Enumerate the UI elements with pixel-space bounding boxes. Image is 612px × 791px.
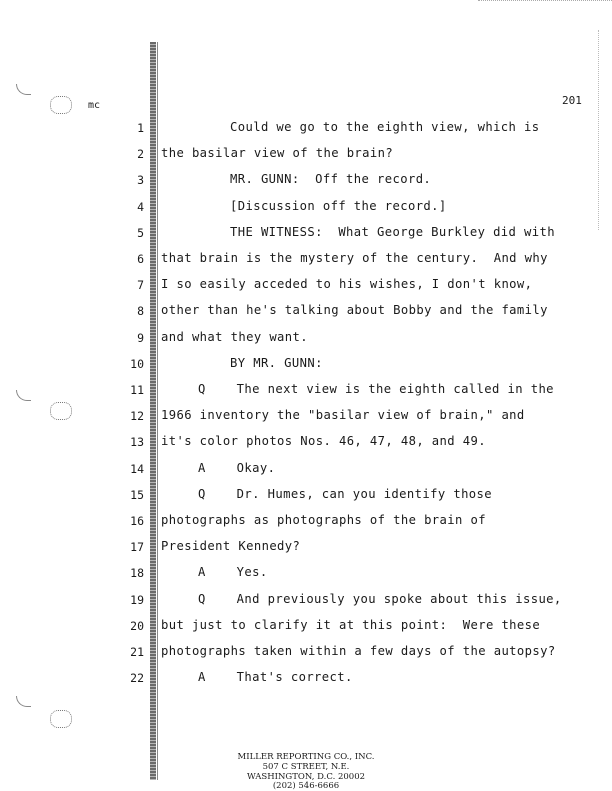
line-number: 1 [137, 121, 144, 135]
transcript-line: A Okay. [198, 460, 276, 475]
transcript-line: BY MR. GUNN: [230, 355, 323, 370]
transcript-line: Q The next view is the eighth called in the [198, 382, 554, 396]
line-number: 5 [137, 225, 144, 240]
line-number: 20 [130, 618, 144, 633]
line-number: 10 [130, 356, 144, 371]
transcript-line: 1966 inventory the "basilar view of brain," and [161, 408, 525, 423]
transcript-line: it's color photos Nos. 46, 47, 48, and 49. [161, 434, 486, 449]
line-number: 17 [130, 540, 144, 555]
line-number: 9 [137, 330, 144, 345]
transcript-line: photographs as photographs of the brain of [161, 513, 486, 527]
transcript-line: Q Dr. Humes, can you identify those [198, 486, 493, 501]
reporter-initials: mc [88, 100, 101, 111]
line-number: 11 [130, 383, 144, 397]
transcript-line: President Kennedy? [161, 539, 301, 554]
right-edge-marks [598, 30, 603, 230]
footer-street: 507 C STREET, N.E. [262, 762, 350, 772]
line-number: 4 [137, 199, 144, 214]
line-number: 2 [137, 147, 144, 162]
transcript-line: and what they want. [161, 329, 309, 344]
corner-stamp-mark [50, 96, 72, 114]
binder-hole-mark [16, 390, 31, 401]
transcript-line: the basilar view of the brain? [161, 146, 394, 161]
transcript-line: I so easily acceded to his wishes, I don't know, [161, 277, 533, 292]
line-number: 15 [130, 487, 144, 502]
footer-company: MILLER REPORTING CO., INC. [237, 752, 375, 762]
page-number: 201 [562, 94, 582, 107]
line-number: 16 [130, 514, 144, 528]
line-number: 8 [137, 304, 144, 319]
corner-stamp-mark [50, 710, 72, 728]
line-number: 7 [137, 278, 144, 293]
transcript-line: but just to clarify it at this point: Were these [161, 617, 541, 632]
transcript-line: that brain is the mystery of the century. And why [161, 251, 548, 265]
line-number: 21 [130, 645, 144, 659]
binder-hole-mark [16, 84, 31, 95]
transcript-line: photographs taken within a few days of the autopsy? [161, 644, 556, 658]
line-number: 13 [130, 435, 144, 450]
transcript-line: Could we go to the eighth view, which is [230, 120, 540, 134]
transcript-line: MR. GUNN: Off the record. [230, 172, 432, 187]
line-number: 12 [130, 409, 144, 424]
top-edge-marks [478, 0, 612, 3]
transcript-line: A That's correct. [198, 670, 353, 685]
line-number: 19 [130, 592, 144, 607]
transcript-line: Q And previously you spoke about this issue, [198, 591, 562, 606]
margin-rule [150, 42, 156, 780]
transcript-line: THE WITNESS: What George Burkley did with [230, 224, 555, 239]
corner-stamp-mark [50, 402, 72, 420]
line-number: 14 [130, 461, 144, 476]
footer-phone: (202) 546-6666 [272, 781, 340, 791]
line-number: 6 [137, 252, 144, 266]
footer-city: WASHINGTON, D.C. 20002 [246, 772, 366, 782]
binder-hole-mark [16, 696, 31, 707]
line-number: 18 [130, 566, 144, 581]
transcript-line: other than he's talking about Bobby and the family [161, 303, 548, 318]
line-number: 22 [130, 671, 144, 686]
transcript-line: [Discussion off the record.] [230, 198, 447, 213]
transcript-line: A Yes. [198, 565, 268, 580]
line-number: 3 [137, 173, 144, 188]
margin-rule-inner [157, 42, 158, 780]
